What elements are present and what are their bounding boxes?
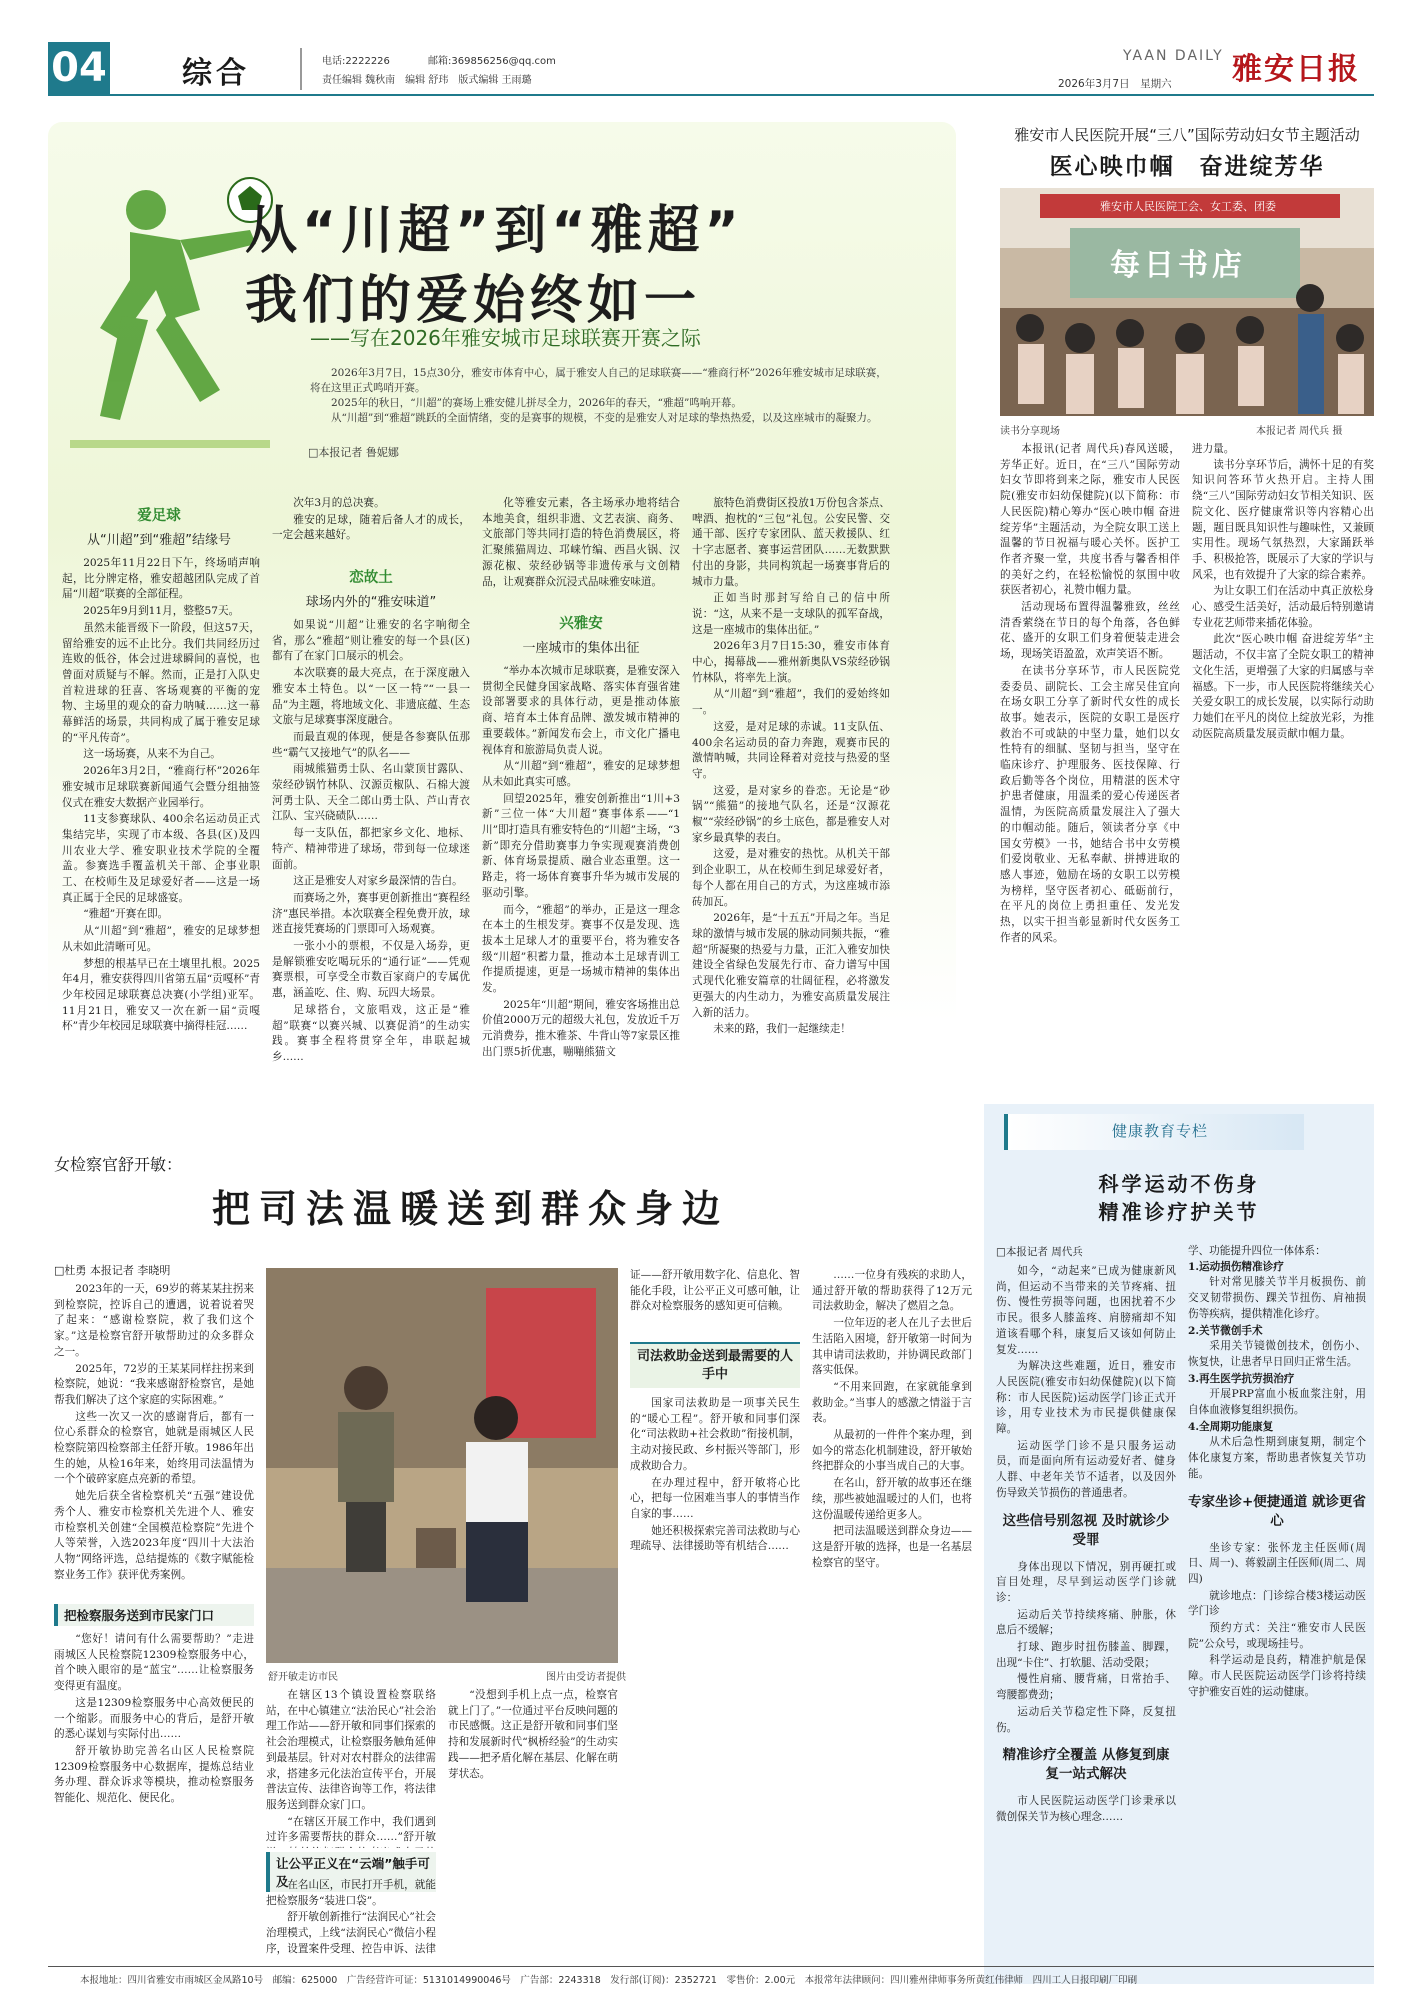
health-column-1 — [996, 1264, 1176, 1954]
prosecutor-title: 把司法温暖送到群众身边 — [212, 1187, 730, 1231]
paragraph: 市人民医院运动医学门诊秉承以微创保关节为核心理念…… — [996, 1795, 1176, 1823]
paragraph: 2025年9月到11月，整整57天。 — [83, 605, 240, 618]
paragraph: 这爱，是对足球的赤诚。11支队伍、400余名运动员的奋力奔跑，观赛市民的激情呐喊，共同诠释着对竞技与热爱的坚守。 — [692, 720, 890, 780]
list-heading: 1.运动损伤精准诊疗 — [1188, 1260, 1284, 1273]
prosecutor-visit-photo — [266, 1268, 618, 1663]
health-title-line1: 科学运动不伤身 — [1098, 1172, 1260, 1196]
list-heading: 4.全周期功能康复 — [1188, 1420, 1274, 1433]
prosecutor-subhead-3: 司法救助金送到最需要的人手中 — [630, 1342, 800, 1388]
paragraph: 她还积极探索完善司法救助与心理疏导、法律援助等有机结合…… — [630, 1524, 800, 1553]
paragraph: 读书分享环节后，满怀十足的有奖知识问答环节火热开启。主持人围绕“三八”国际劳动妇女节相关知识、医院文化、医疗健康常识等内容精心出题，题目既具知识性与趣味性，又兼顾实用性。现场气氛热烈，大家踊跃举手、积极抢答，既展示了大家的学识与风采，也有效提升了大家的综合素养。 — [1192, 458, 1374, 581]
paragraph: 化等雅安元素，各主场承办地将结合本地美食，组织非遗、文艺表演、商务、文旅部门等共同打造的特色消费展区，将汇聚熊猫周边、邛崃竹编、西昌火锅、汉源花椒、荥经砂锅等非遗传承与文创精品，让观赛群众沉浸式品味雅安味道。 — [482, 497, 680, 588]
paragraph: 科学运动是良药，精准护航是保障。市人民医院运动医学门诊将持续守护雅安百姓的运动健康。 — [1188, 1654, 1366, 1698]
paragraph: 为让女职工们在活动中真正放松身心、感受生活美好，活动最后特别邀请专业花艺师带来插花体验。 — [1192, 585, 1374, 629]
health-byline: □本报记者 周代兵 — [996, 1246, 1083, 1258]
women-story-photo — [1000, 188, 1374, 416]
paragraph: 2025年11月22日下午，终场哨声响起，比分牌定格，雅安超越团队完成了首届“川超”联赛的全部征程。 — [62, 557, 260, 601]
soccer-column-4 — [692, 496, 890, 1112]
paragraph: 从术后急性期到康复期，制定个体化康复方案，帮助患者恢复关节功能。 — [1188, 1436, 1366, 1480]
paragraph: 这正是雅安人对家乡最深情的告白。 — [293, 875, 463, 888]
paragraph: 2026年3月7日15:30，雅安市体育中心，揭幕战——雅州新奥队VS荥经砂锅竹林队，将率先上演。 — [692, 640, 890, 684]
paragraph: 虽然未能晋级下一阶段，但这57天，留给雅安的远不止比分。我们共同经历过连败的低谷，体会过进球瞬间的喜悦，也曾面对质疑与不解。然而，正是打入队史首粒进球的狂喜、客场观赛的平衡的宠物、主场里的观众的奋力呐喊……这一幕幕鲜活的场景，共同构成了属于雅安足球的“平凡传奇”。 — [62, 621, 260, 744]
intro-paragraph: 2026年3月7日，15点30分，雅安市体育中心，属于雅安人自己的足球联赛——“雅商行杯”2026年雅安城市足球联赛，将在这里正式鸣哨开赛。 — [310, 367, 887, 394]
section-title: 一座城市的集体出征 — [522, 641, 640, 656]
issue-date: 2026年3月7日 星期六 — [1058, 78, 1172, 90]
paragraph: 从最初的一件件个案办理，到如今的常态化机制建设，舒开敏始终把群众的小事当成自己的大事。 — [812, 1429, 972, 1473]
paragraph: 证——舒开敏用数字化、信息化、智能化手段，让公平正义可感可触，让群众对检察服务的感知更可信赖。 — [630, 1269, 800, 1313]
women-photo-caption: 读书分享现场 — [1000, 426, 1060, 437]
prosecutor-column-3 — [630, 1396, 800, 1956]
newspaper-logo: 雅安日报 — [1232, 52, 1360, 87]
paragraph: 2025年“川超”期间，雅安客场推出总价值2000万元的超级大礼包，发放近千万元消费券，推木雅茶、牛背山等7家景区推出门票5折优惠，嘣嘣熊猫文 — [482, 998, 680, 1058]
prosecutor-subhead-2: 让公平正义在“云端”触手可及 — [266, 1852, 436, 1892]
prosecutor-kicker: 女检察官舒开敏： — [54, 1155, 183, 1174]
footer-rule — [48, 1966, 1374, 1967]
prosecutor-photo — [266, 1268, 618, 1663]
paragraph: 从“川超”到“雅超”，我们的爱始终如一。 — [692, 688, 890, 717]
soccer-column-3 — [482, 664, 680, 1112]
paragraph: 打球、跑步时扭伤膝盖、脚踝，出现“卡住”、打软腿、活动受限； — [996, 1641, 1176, 1669]
women-column-2 — [1192, 442, 1374, 1092]
soccer-subtitle: ——写在2026年雅安城市足球联赛开赛之际 — [310, 326, 701, 350]
health-tag: 健康教育专栏 — [1112, 1122, 1209, 1140]
prosecutor-column-2b — [266, 1878, 436, 1958]
paragraph: 运动后关节稳定性下降，反复扭伤。 — [996, 1705, 1176, 1734]
health-column-2 — [1188, 1244, 1366, 1954]
paragraph: 而赛场之外，赛事更创新推出“赛程经济”惠民举措。本次联赛全程免费开放，球迷直接凭赛场的门票即可入场观赛。 — [272, 891, 470, 936]
section-title: 球场内外的“雅安味道” — [305, 595, 437, 610]
paragraph: 2026年，是“十五五”开局之年。当足球的激情与城市发展的脉动同频共振，“雅超”所凝聚的热爱与力量，正汇入雅安加快建设全省绿色发展先行市、奋力谱写中国式现代化雅安篇章的壮阔征程，必将激发更强大的内生动力，为雅安高质量发展注入新的活力。 — [692, 912, 890, 1019]
soccer-byline: □本报记者 鲁妮娜 — [308, 446, 399, 459]
paragraph: “在辖区开展工作中，我们遇到过许多需要帮扶的群众……”舒开敏 — [266, 1815, 436, 1844]
section-head-1 — [60, 504, 258, 548]
paragraph: 未来的路，我们一起继续走！ — [713, 1023, 851, 1036]
paragraph: 此次“医心映巾帼 奋进绽芳华”主题活动，不仅丰富了全院女职工的精神文化生活，更增强了大家的归属感与幸福感。下一步，市人民医院将继续关心关爱女职工的成长发展，以实际行动助力她们在平凡的岗位上绽放光彩，为推动医院高质量发展贡献巾帼力量。 — [1192, 633, 1374, 740]
paragraph: 而今，“雅超”的举办，正是这一理念在本土的生根发芽。赛事不仅是发现、选拔本土足球人才的重要平台，将为雅安各级“川超”积蓄力量，推动本土足球青训工作提质提速，更是一场城市精神的集体出发。 — [482, 903, 680, 995]
paragraph: “没想到手机上点一点，检察官就上门了。”一位通过平台反映问题的市民感慨。这正是舒开敏和同事们坚持和发展新时代“枫桥经验”的生动实践——把矛盾化解在基层、化解在萌芽状态。 — [448, 1689, 618, 1780]
paragraph: 身体出现以下情况，别再硬扛或盲目处理，尽早到运动医学门诊就诊： — [996, 1560, 1176, 1604]
paragraph: 在名山，舒开敏的故事还在继续，那些被她温暖过的人们，也将这份温暖传递给更多人。 — [812, 1477, 972, 1521]
women-column-1 — [1000, 442, 1180, 1092]
paragraph: 11支参赛球队、400余名运动员正式集结完毕，实现了市本级、各县(区)及四川农业大学、雅安职业技术学院的全覆盖。参赛选手覆盖机关干部、企事业职工、在校师生及足球爱好者——这是一场真正属于全民的足球盛宴。 — [62, 813, 260, 904]
header-editors: 责任编辑 魏秋南 编辑 舒玮 版式编辑 王雨璐 — [322, 75, 532, 86]
paragraph: 一位年迈的老人在儿子去世后生活陷入困境，舒开敏第一时间为其申请司法救助，并协调民政部门落实低保。 — [812, 1317, 972, 1377]
women-photo-credit: 本报记者 周代兵 摄 — [1256, 426, 1343, 437]
health-title-line2: 精准诊疗护关节 — [1098, 1200, 1260, 1224]
paragraph: “您好！请问有什么需要帮助？”走进雨城区人民检察院12309检察服务中心，首个映入眼帘的是“蓝宝”……让检察服务变得更有温度。 — [54, 1633, 254, 1693]
reading-event-photo — [1000, 188, 1374, 416]
soccer-column-2-top — [272, 496, 470, 556]
paragraph: 次年3月的总决赛。 — [293, 497, 385, 509]
paragraph: 在办理过程中，舒开敏将心比心，把每一位困难当事人的事情当作自家的事…… — [630, 1476, 800, 1520]
list-heading: 2.关节微创手术 — [1188, 1324, 1263, 1337]
health-subhead: 这些信号别忽视 及时就诊少受罪 — [1002, 1512, 1170, 1548]
paragraph: 一张小小的票根，不仅是入场券，更是解锁雅安吃喝玩乐的“通行证”——凭观赛票根，可享受全市数百家商户的专属优惠，涵盖吃、住、购、玩四大场景。 — [272, 940, 470, 1000]
paragraph: 这些一次又一次的感谢背后，都有一位心系群众的检察官，她就是雨城区人民检察院第四检察部主任舒开敏。1986年出生的她，从检16年来，始终用司法温情为一个个破碎家庭点亮新的希望。 — [54, 1410, 254, 1486]
soccer-column-2 — [272, 618, 470, 1112]
section-kicker: 兴雅安 — [559, 616, 603, 632]
prosecutor-photo-caption: 舒开敏走访市民 — [268, 1672, 338, 1683]
paragraph: 为解决这些难题，近日，雅安市人民医院(雅安市妇幼保健院)(以下简称：市人民医院)运动医学门诊正式开诊，用专业技术为市民提供健康保障。 — [996, 1360, 1176, 1436]
paragraph: 雨城熊猫勇士队、名山蒙顶甘露队、荥经砂锅竹林队、汉源贡椒队、石棉大渡河勇士队、天全二郎山勇士队、芦山青衣江队、宝兴硗碛队…… — [272, 763, 470, 823]
prosecutor-column-2 — [266, 1688, 436, 1848]
soccer-intro — [310, 366, 895, 426]
paper-name-en: YAAN DAILY — [1123, 48, 1224, 64]
prosecutor-column-1 — [54, 1632, 254, 1958]
paragraph: 2023年的一天，69岁的蒋某某拄拐来到检察院，控诉自己的遭遇，说着说着哭了起来：“感谢检察院，救了我们这个家。”这是检察官舒开敏帮助过的众多群众之一。 — [54, 1283, 254, 1358]
paragraph: 这爱，是对雅安的热忱。从机关干部到企业职工，从在校师生到足球爱好者，每个人都在用自己的方式，为这座城市添砖加瓦。 — [692, 848, 890, 908]
paragraph: 她先后获全省检察机关“五强”建设优秀个人、雅安市检察机关先进个人、雅安市检察机关创建“全国模范检察院”先进个人等荣誉，入选2023年度“四川十大法治人物”网络评选，总结提炼的《数字赋能检察业务工作》获评优秀案例。 — [54, 1490, 254, 1581]
paragraph: 梦想的根基早已在土壤里扎根。2025年4月，雅安获得四川省第五届“贡嘎杯”青少年校园足球联赛总决赛(小学组)亚军。11月21日，雅安又一次在新一届“贡嘎杯”青少年校园足球联赛中摘得桂冠…… — [62, 957, 260, 1033]
health-subhead: 专家坐诊+便捷通道 就诊更省心 — [1188, 1493, 1366, 1529]
list-heading: 3.再生医学抗劳损治疗 — [1188, 1372, 1295, 1385]
paragraph: 本报讯(记者 周代兵)春风送暖，芳华正好。近日，在“三八”国际劳动妇女节即将到来之际，雅安市人民医院(雅安市妇幼保健院)(以下简称：市人民医院)精心筹办“医心映巾帼 奋进绽芳华”主题活动，为全院女职工送上温馨的节日祝福与暖心关怀。医护工作者齐聚一堂，共度书香与馨香相伴的美好之约，在轻松愉悦的氛围中收获医者初心，礼赞巾帼力量。 — [1000, 443, 1180, 597]
paragraph: 舒开敏创新推行“法润民心”社会治理模式，上线“法润民心”微信小程序，设置案件受理、控告申诉、法律 — [266, 1911, 436, 1955]
prosecutor-subhead-1: 把检察服务送到市民家门口 — [54, 1604, 254, 1626]
paragraph: 每一支队伍，都把家乡文化、地标、特产、精神带进了球场，带到每一位球迷面前。 — [272, 827, 470, 871]
paragraph: 这一场场赛，从来不为自己。 — [83, 748, 221, 761]
intro-paragraph: 从“川超”到“雅超”跳跃的全面情绪，变的是赛事的规模，不变的是雅安人对足球的挚热热爱，以及这座城市的凝聚力。 — [331, 412, 878, 424]
paragraph: 坐诊专家：张怀龙主任医师(周日、周一)、蒋毅副主任医师(周二、周四) — [1188, 1541, 1366, 1585]
paragraph: 旅特色消费街区投放1万份包含茶点、啤酒、抱枕的“三包”礼包。公安民警、交通干部、医疗专家团队、蓝天救援队、红十字志愿者、赛事运营团队……无数默默付出的身影，共同构筑起一场赛事背后的城市力量。 — [692, 497, 890, 588]
paragraph: 预约方式：关注“雅安市人民医院”公众号，或现场挂号。 — [1188, 1622, 1366, 1650]
paragraph: 把司法温暖送到群众身边——这是舒开敏的选择，也是一名基层检察官的坚守。 — [812, 1525, 972, 1569]
paragraph: 运动医学门诊不是只服务运动员，而是面向所有运动爱好者、健身人群、中老年关节不适者，以及因外伤导致关节损伤的普通患者。 — [996, 1439, 1176, 1499]
paragraph: 活动现场布置得温馨雅致，丝丝清香萦绕在节日的每个角落，各色鲜花、盛开的女职工们身着便装走进会场，现场笑语盈盈，欢声笑语不断。 — [1000, 601, 1180, 661]
section-title: 从“川超”到“雅超”结缘号 — [87, 533, 231, 548]
paragraph: 如今，“动起来”已成为健康新风尚，但运动不当带来的关节疼痛、扭伤、慢性劳损等问题，也困扰着不少市民。很多人膝盖疼、肩膀痛却不知道该看哪个科，康复后又该如何防止复发…… — [996, 1265, 1176, 1356]
paragraph: 采用关节镜微创技术，创伤小、恢复快，让患者早日回归正常生活。 — [1188, 1340, 1366, 1368]
paragraph: 在名山区，市民打开手机，就能把检察服务“装进口袋”。 — [266, 1879, 436, 1907]
women-story-kicker: 雅安市人民医院开展“三八”国际劳动妇女节主题活动 — [1014, 126, 1360, 144]
paragraph: 足球搭台，文旅唱戏，这正是“雅超”联赛“以赛兴城、以赛促消”的生动实践。赛事全程将贯穿全年，串联起城乡…… — [272, 1003, 470, 1063]
paragraph: 进力量。 — [1192, 443, 1235, 455]
women-story-title: 医心映巾帼 奋进绽芳华 — [1049, 154, 1325, 180]
paragraph: “举办本次城市足球联赛，是雅安深入贯彻全民健身国家战略、落实体育强省建设部署要求的具体行动，更是推动体旅商、培育本土体育品牌、激发城市精神的重要载体。”新闻发布会上，市文化广播电视体育和旅游局负责人说。 — [482, 665, 680, 756]
header-rule — [48, 94, 1374, 96]
paragraph: 就诊地点：门诊综合楼3楼运动医学门诊 — [1188, 1589, 1366, 1618]
paragraph: 在辖区13个镇设置检察联络站，在中心镇建立“法治民心”社会治理工作站——舒开敏和同事们探索的社会治理模式，让检察服务触角延伸到最基层。针对对农村群众的法律需求，搭建多元化法治宣传平台，开展普法宣传、法律咨询等工作，将法律服务送到群众家门口。 — [266, 1689, 436, 1811]
paragraph: 从“川超”到“雅超”，雅安的足球梦想从未如此清晰可见。 — [62, 925, 260, 953]
paragraph: 这爱，是对家乡的眷恋。无论是“砂锅”“熊猫”的接地气队名，还是“汉源花椒”“荥经砂锅”的乡土底色，都是雅安人对家乡最真挚的表白。 — [692, 784, 890, 844]
paragraph: 在读书分享环节，市人民医院党委委员、副院长、工会主席吴佳宜向在场女职工分享了新时代女性的成长故事。她表示，医院的女职工是医疗救治不可或缺的中坚力量，她们以女性特有的细腻、坚韧与担当，坚守在临床诊疗、护理服务、医技保障、行政后勤等各个岗位，用精湛的医术守护患者健康，用温柔的爱心传递医者温情，为医院高质量发展注入了强大的巾帼动能。随后，领读者分享《中国女劳模》一书，她结合书中女劳模们爱岗敬业、无私奉献、拼搏进取的感人事迹，勉励在场的女职工以劳模为榜样，坚守医者初心、砥砺前行，在平凡的岗位上勇担重任、发光发热，以实干担当彰显新时代女医务工作者的风采。 — [1000, 664, 1180, 944]
paragraph: 慢性肩痛、腰背痛，日常抬手、弯腰都费劲； — [996, 1673, 1176, 1702]
paragraph: 2026年3月2日，“雅商行杯”2026年雅安城市足球联赛新闻通气会暨分组抽签仪式在雅安大数据产业园举行。 — [62, 765, 260, 809]
paragraph: “不用来回跑，在家就能拿到救助金。”当事人的感激之情溢于言表。 — [812, 1380, 972, 1425]
section-kicker: 爱足球 — [137, 508, 181, 524]
paragraph: 正如当时那封写给自己的信中所说：“这，从来不是一支球队的孤军奋战，这是一座城市的集体出征。” — [692, 592, 890, 636]
paragraph: 而最直观的体现，便是各参赛队伍那些“霸气又接地气”的队名—— — [272, 730, 470, 759]
prosecutor-lead — [54, 1282, 254, 1598]
paragraph: 雅安的足球，随着后备人才的成长，一定会越来越好。 — [272, 513, 470, 542]
paragraph: 针对常见膝关节半月板损伤、前交叉韧带损伤、踝关节扭伤、肩袖损伤等疾病，提供精准化诊疗。 — [1188, 1276, 1366, 1320]
prosecutor-photo-credit: 图片由受访者提供 — [546, 1672, 626, 1683]
paragraph: 舒开敏协助完善名山区人民检察院12309检察服务中心数据库，提炼总结业务办理、群众诉求等模块，推动检察服务智能化、规范化、便民化。 — [54, 1744, 254, 1805]
photo-wall-text: 每日书店 — [1110, 248, 1246, 283]
header-phone: 电话:2222226 — [322, 56, 390, 67]
paragraph: 如果说“川超”让雅安的名字响彻全省，那么“雅超”则让雅安的每一个县(区)都有了在家门口展示的机会。 — [272, 619, 470, 663]
soccer-column-3-top — [482, 496, 680, 604]
intro-paragraph: 2025年的秋日，“川超”的赛场上雅安健儿拼尽全力，2026年的春天，“雅超”鸣响开幕。 — [331, 397, 742, 409]
paragraph: 开展PRP富血小板血浆注射，用自体血液修复组织损伤。 — [1188, 1388, 1366, 1417]
section-kicker: 恋故土 — [349, 570, 393, 586]
footer-info: 本报地址：四川省雅安市雨城区金凤路10号 邮编：625000 广告经营许可证：5131014990046号 广告部：2243318 发行部(订阅)：2352721 零售价：2.00元 本报常年法律顾问：四川雅州律师事务所黄红伟律师 四川工人日报印刷厂印刷 — [80, 1975, 1138, 1986]
paragraph: 学、功能提升四位一体体系： — [1188, 1245, 1326, 1257]
soccer-title-line2: 我们的爱始终如一 — [245, 271, 702, 331]
paragraph: 国家司法救助是一项事关民生的“暖心工程”。舒开敏和同事们深化“司法救助+社会救助”衔接机制，主动对接民政、乡村振兴等部门，形成救助合力。 — [630, 1397, 800, 1472]
paragraph: 2025年，72岁的王某某同样拄拐来到检察院，她说：“我来感谢舒检察官，是她帮我们解决了这个家庭的实际困难。” — [54, 1362, 254, 1406]
prosecutor-column-4 — [812, 1268, 972, 1958]
header-email: 邮箱:369856256@qq.com — [428, 56, 556, 67]
page-number: 04 — [48, 42, 110, 94]
prosecutor-byline: □杜勇 本报记者 李晓明 — [54, 1264, 171, 1277]
paragraph: ……一位身有残疾的求助人，通过舒开敏的帮助获得了12万元司法救助金，解决了燃眉之急。 — [812, 1269, 972, 1313]
paragraph: 本次联赛的最大亮点，在于深度融入雅安本土特色。以“一区一特”“一县一品”为主题，将地域文化、非遗底蕴、生态文旅与足球赛事深度融合。 — [272, 667, 470, 727]
header-divider — [300, 48, 302, 90]
paragraph: 这是12309检察服务中心高效便民的一个缩影。而服务中心的背后，是舒开敏的悉心谋划与实际付出…… — [54, 1696, 254, 1741]
paragraph: 回望2025年，雅安创新推出“1川+3新”三位一体“大川超”赛事体系——“1川”即打造具有雅安特色的“川超”主场，“3新”即充分借助赛事力争实现观赛消费创新、体育场景提质、融合业态重塑。这一路走，将一场体育赛事升华为城市发展的驱动引擎。 — [482, 792, 680, 899]
section-head-3 — [482, 612, 680, 656]
paragraph: 从“川超”到“雅超”，雅安的足球梦想从未如此真实可感。 — [482, 760, 680, 788]
paragraph: “雅超”开赛在即。 — [83, 908, 169, 921]
photo-banner-text: 雅安市人民医院工会、女工委、团委 — [1100, 200, 1276, 213]
health-subhead: 精准诊疗全覆盖 从修复到康复一站式解决 — [1002, 1747, 1170, 1783]
prosecutor-column-3-top — [630, 1268, 800, 1338]
prosecutor-column-2c — [448, 1688, 618, 1958]
page-category: 综合 — [182, 56, 250, 91]
soccer-column-1 — [62, 556, 260, 1112]
soccer-title-line1: 从“川超”到“雅超” — [245, 201, 744, 261]
paragraph: 运动后关节持续疼痛、肿胀，休息后不缓解； — [996, 1608, 1176, 1637]
section-head-2 — [272, 566, 470, 610]
